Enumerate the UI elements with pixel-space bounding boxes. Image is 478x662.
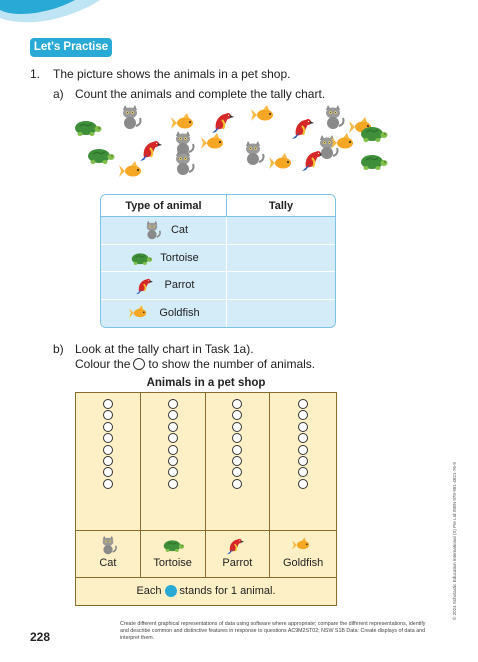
picture-graph: [75, 392, 337, 606]
goldfish-icon: [290, 535, 316, 555]
tally-cell-goldfish[interactable]: [227, 300, 335, 328]
row-label: Tortoise: [160, 251, 199, 264]
graph-circle[interactable]: [298, 479, 308, 489]
part-b-line1: Look at the tally chart in Task 1a).: [75, 342, 254, 356]
cat-icon: [318, 104, 348, 130]
graph-circle[interactable]: [232, 479, 242, 489]
graph-circle[interactable]: [232, 399, 242, 409]
part-b-line2: [75, 357, 315, 371]
cat-icon: [139, 220, 165, 240]
tally-row-goldfish: [101, 300, 335, 328]
tally-table-header: [101, 195, 335, 217]
graph-circle[interactable]: [103, 422, 113, 432]
key-after: stands for 1 animal.: [179, 584, 276, 597]
goldfish-icon: [200, 130, 230, 156]
graph-column-tortoise: [141, 393, 206, 577]
circle-icon: [133, 358, 145, 370]
row-label: Cat: [170, 224, 189, 237]
cat-icon: [95, 535, 121, 555]
tortoise-icon: [358, 120, 388, 146]
graph-circle[interactable]: [168, 456, 178, 466]
graph-circle[interactable]: [232, 433, 242, 443]
graph-circle[interactable]: [103, 456, 113, 466]
graph-circle[interactable]: [232, 467, 242, 477]
graph-circle[interactable]: [168, 445, 178, 455]
graph-circle[interactable]: [168, 479, 178, 489]
graph-column-label: Goldfish: [282, 557, 324, 569]
graph-circle[interactable]: [103, 399, 113, 409]
graph-circle[interactable]: [103, 445, 113, 455]
graph-circle[interactable]: [298, 433, 308, 443]
goldfish-icon: [330, 130, 360, 156]
graph-circle[interactable]: [168, 433, 178, 443]
tortoise-icon: [85, 142, 115, 168]
key-before: Each: [136, 584, 162, 597]
graph-circle[interactable]: [232, 456, 242, 466]
graph-circle[interactable]: [103, 433, 113, 443]
goldfish-icon: [127, 303, 153, 323]
row-label: Goldfish: [159, 307, 200, 320]
tortoise-icon: [160, 535, 186, 555]
graph-circle[interactable]: [103, 479, 113, 489]
tally-cell-parrot[interactable]: [227, 272, 335, 299]
question-text: The picture shows the animals in a pet shop.: [53, 67, 291, 81]
graph-circle[interactable]: [168, 467, 178, 477]
header-wave-decoration: [0, 0, 478, 40]
graph-column-label: Cat: [99, 557, 117, 569]
graph-column-parrot: [206, 393, 271, 577]
parrot-icon: [133, 275, 159, 295]
graph-circle[interactable]: [232, 422, 242, 432]
goldfish-icon: [250, 102, 280, 128]
picture-graph-key: [76, 577, 336, 603]
graph-circle[interactable]: [232, 445, 242, 455]
cat-icon: [238, 140, 268, 166]
graph-circle[interactable]: [298, 445, 308, 455]
graph-circle[interactable]: [168, 422, 178, 432]
graph-circle[interactable]: [298, 456, 308, 466]
graph-column-goldfish: [270, 393, 336, 577]
cat-icon: [168, 150, 198, 176]
part-b-line2-before: Colour the: [75, 357, 131, 371]
tortoise-icon: [358, 148, 388, 174]
graph-column-label: Parrot: [222, 557, 253, 569]
tally-table: [100, 194, 336, 328]
graph-circle[interactable]: [103, 467, 113, 477]
graph-column-cat: [76, 393, 141, 577]
graph-circle[interactable]: [298, 467, 308, 477]
graph-circle[interactable]: [232, 410, 242, 420]
pet-shop-animals-picture: [60, 100, 400, 180]
tortoise-icon: [72, 114, 102, 140]
blue-circle-icon: [165, 585, 177, 597]
graph-circle[interactable]: [168, 410, 178, 420]
graph-circle[interactable]: [298, 422, 308, 432]
graph-circle[interactable]: [103, 410, 113, 420]
page-number: 228: [30, 630, 51, 644]
picture-graph-title: Animals in a pet shop: [146, 377, 266, 389]
question-number: 1.: [30, 67, 41, 81]
row-label: Parrot: [164, 279, 195, 292]
part-b-line2-after: to show the number of animals.: [148, 357, 316, 371]
tally-cell-tortoise[interactable]: [227, 245, 335, 272]
graph-circle[interactable]: [298, 410, 308, 420]
tally-row-cat: [101, 217, 335, 245]
header-type-of-animal: Type of animal: [101, 195, 227, 216]
copyright-text: © 2024 Scholastic Education International (S) Pte Ltd ISBN 978-981-4821-76-9: [452, 462, 457, 620]
graph-column-label: Tortoise: [153, 557, 192, 569]
picture-graph-columns: [76, 393, 336, 577]
graph-circle[interactable]: [168, 399, 178, 409]
parrot-icon: [224, 535, 250, 555]
goldfish-icon: [268, 150, 298, 176]
part-a-text: Count the animals and complete the tally chart.: [75, 87, 326, 101]
curriculum-footer: Create different graphical representations of data using software where appropriate; compare the different representations, identify and describe common and distinctive features in response to questions AC9M2ST02; NSW S1B Data: Create displays of data and interpret them.: [120, 621, 426, 642]
goldfish-icon: [118, 158, 148, 184]
tally-cell-cat[interactable]: [227, 217, 335, 244]
tortoise-icon: [128, 248, 154, 268]
graph-circle[interactable]: [298, 399, 308, 409]
part-b-letter: b): [53, 342, 64, 356]
lets-practise-badge: Let's Practise: [30, 38, 112, 57]
tally-row-tortoise: [101, 245, 335, 273]
cat-icon: [115, 104, 145, 130]
copyright-vertical: [452, 420, 462, 620]
part-a-letter: a): [53, 87, 64, 101]
header-tally: Tally: [268, 200, 294, 212]
tally-row-parrot: [101, 272, 335, 300]
